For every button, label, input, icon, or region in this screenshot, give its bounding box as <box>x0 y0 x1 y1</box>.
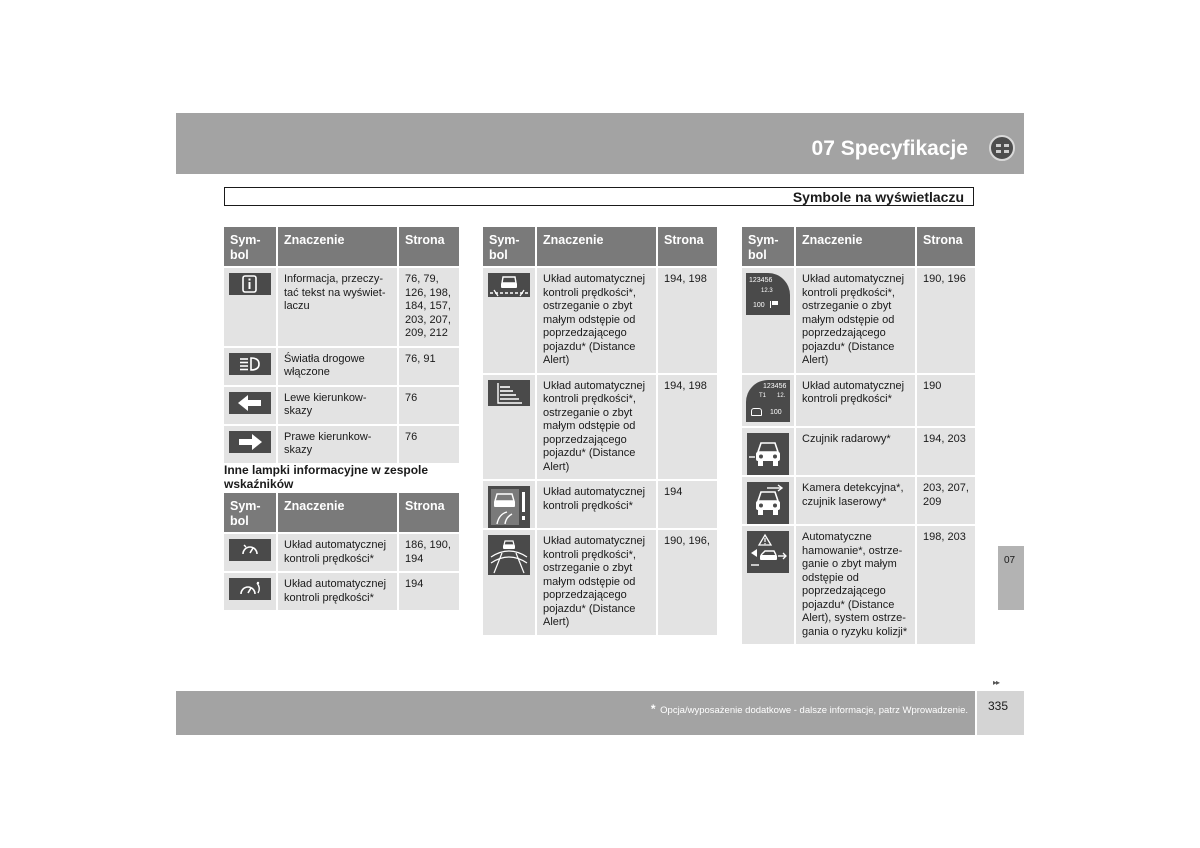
chapter-side-tab-label: 07 <box>1004 555 1016 566</box>
high-beam-icon <box>229 353 271 375</box>
row-meaning: Układ automatycznej kontroli prędkości*, ostrzeganie o zbyt małym odstępie od poprzedzającego pojazdu* (Distance Alert) <box>535 375 656 480</box>
table-row <box>224 268 459 346</box>
row-meaning: Układ automatycznej kontroli prędkości* <box>276 573 397 610</box>
right-arrow-icon <box>229 431 271 453</box>
row-meaning: Kamera detekcyjna*, czujnik laserowy* <box>794 477 915 524</box>
col-symbol: Sym- bol <box>483 227 535 266</box>
row-page: 76 <box>397 387 459 424</box>
row-meaning: Światła drogowe włączone <box>276 348 397 385</box>
col-page: Strona <box>915 227 975 266</box>
row-page: 194 <box>397 573 459 610</box>
auto-brake-icon <box>747 531 789 573</box>
table-row <box>483 268 717 373</box>
display-line-2: 12.3 <box>761 288 773 294</box>
symbols-table-3 <box>483 225 717 637</box>
col-meaning: Znaczenie <box>535 227 656 266</box>
col-page: Strona <box>397 493 459 532</box>
table-row <box>742 375 975 427</box>
display-trip-icon <box>746 380 790 422</box>
speedometer-icon <box>229 539 271 561</box>
table-header-row <box>483 227 717 266</box>
table-header-row <box>224 493 459 532</box>
table-row <box>224 387 459 424</box>
col-page: Strona <box>397 227 459 266</box>
footer-bar <box>176 691 975 735</box>
symbols-table-1 <box>224 225 459 465</box>
display-line-3: 100 <box>753 302 765 309</box>
chapter-badge-icon <box>989 135 1015 161</box>
table-row <box>224 426 459 463</box>
row-page: 76 <box>397 426 459 463</box>
row-meaning: Automatyczne hamowanie*, ostrze- ganie o zbyt małym odstępie od poprzedzającego pojazdu* (Distance Alert), system ostrze- gania o ryzyku kolizji* <box>794 526 915 644</box>
row-page: 194, 198 <box>656 375 717 480</box>
display-line-1: 123456 <box>763 382 787 390</box>
road-car-icon <box>488 535 530 575</box>
page-number-box <box>977 691 1024 735</box>
col-meaning: Znaczenie <box>276 493 397 532</box>
row-meaning: Układ automatycznej kontroli prędkości* <box>276 534 397 571</box>
col-symbol: Sym- bol <box>224 493 276 532</box>
row-meaning: Układ automatycznej kontroli prędkości*, ostrzeganie o zbyt małym odstępie od poprzedzającego pojazdu* (Distance Alert) <box>535 268 656 373</box>
section-header <box>224 187 974 206</box>
table-row <box>742 477 975 524</box>
radar-car-icon <box>747 433 789 475</box>
col-page: Strona <box>656 227 717 266</box>
page-number: 335 <box>988 699 1009 713</box>
row-meaning: Układ automatycznej kontroli prędkości*, ostrzeganie o zbyt małym odstępie od poprzedzającego pojazdu* (Distance Alert) <box>794 268 915 373</box>
table-row <box>224 534 459 571</box>
col-symbol: Sym- bol <box>224 227 276 266</box>
symbols-table-2 <box>224 491 459 612</box>
next-page-arrows-icon: ▸▸ <box>993 678 1000 687</box>
table-row <box>483 481 717 528</box>
speedometer-alert-icon <box>229 578 271 600</box>
row-page: 198, 203 <box>915 526 975 644</box>
row-meaning: Układ automatycznej kontroli prędkości*, ostrzeganie o zbyt małym odstępie od poprzedzającego pojazdu* (Distance Alert) <box>535 530 656 635</box>
display-line-2: T1 <box>759 392 767 399</box>
car-warning-icon <box>488 486 530 528</box>
row-page: 76, 91 <box>397 348 459 385</box>
row-meaning: Informacja, przeczy- tać tekst na wyświet- laczu <box>276 268 397 346</box>
col-meaning: Znaczenie <box>794 227 915 266</box>
camera-car-icon <box>747 482 789 524</box>
distance-bars-icon <box>488 380 530 406</box>
distance-alert-car-icon <box>488 273 530 297</box>
row-page: 186, 190, 194 <box>397 534 459 571</box>
row-page: 194 <box>656 481 717 528</box>
row-page: 203, 207, 209 <box>915 477 975 524</box>
chapter-side-tab[interactable] <box>998 546 1024 610</box>
row-page: 194, 203 <box>915 428 975 475</box>
footnote-text: Opcja/wyposażenie dodatkowe - dalsze informacje, patrz Wprowadzenie. <box>660 705 968 716</box>
flag-icon <box>770 301 779 308</box>
row-meaning: Prawe kierunkow- skazy <box>276 426 397 463</box>
row-page: 76, 79, 126, 198, 184, 157, 203, 207, 209, 212 <box>397 268 459 346</box>
table-row <box>483 530 717 635</box>
chapter-title: 07 Specyfikacje <box>811 137 968 160</box>
table-header-row <box>224 227 459 266</box>
section-note: Inne lampki informacyjne w zespole wskaźników <box>224 463 429 491</box>
row-meaning: Układ automatycznej kontroli prędkości* <box>535 481 656 528</box>
table-row <box>742 428 975 475</box>
footnote-star: * <box>650 702 656 716</box>
chapter-header <box>176 113 1024 174</box>
table-row <box>742 268 975 373</box>
table-row <box>742 526 975 644</box>
display-line-1: 123456 <box>749 277 773 284</box>
col-meaning: Znaczenie <box>276 227 397 266</box>
row-meaning: Układ automatycznej kontroli prędkości* <box>794 375 915 427</box>
row-page: 190, 196 <box>915 268 975 373</box>
display-odometer-icon <box>746 273 790 315</box>
table-row <box>224 573 459 610</box>
section-title: Symbole na wyświetlaczu <box>792 189 964 205</box>
display-line-3: 100 <box>770 408 782 416</box>
left-arrow-icon <box>229 392 271 414</box>
info-icon <box>229 273 271 295</box>
footer-note <box>651 702 968 716</box>
display-line-2b: 12. <box>777 392 786 399</box>
symbols-table-4 <box>742 225 975 646</box>
row-page: 194, 198 <box>656 268 717 373</box>
table-header-row <box>742 227 975 266</box>
row-meaning: Lewe kierunkow- skazy <box>276 387 397 424</box>
row-page: 190 <box>915 375 975 427</box>
car-small-icon <box>751 408 762 416</box>
table-row <box>483 375 717 480</box>
row-meaning: Czujnik radarowy* <box>794 428 915 475</box>
row-page: 190, 196, <box>656 530 717 635</box>
col-symbol: Sym- bol <box>742 227 794 266</box>
table-row <box>224 348 459 385</box>
